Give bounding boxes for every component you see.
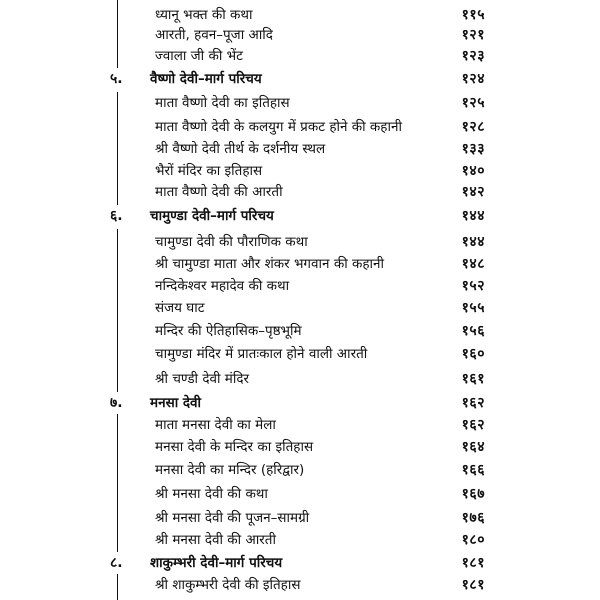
page-number: १६० <box>461 346 485 362</box>
entry-title: श्री वैष्णो देवी तीर्थ के दर्शनीय स्थल <box>155 141 326 157</box>
section-title: चामुण्डा देवी–मार्ग परिचय <box>150 208 274 224</box>
toc-entry <box>0 116 600 138</box>
page-number: १८० <box>461 532 485 548</box>
entry-title: ध्यानू भक्त की कथा <box>155 7 253 23</box>
page-number: १४० <box>461 163 485 179</box>
entry-title: श्री चण्डी देवी मंदिर <box>155 371 250 387</box>
entry-title: श्री मनसा देवी की आरती <box>155 532 276 548</box>
toc-entry <box>0 529 600 551</box>
toc-entry <box>0 275 600 297</box>
entry-title: श्री चामुण्डा माता और शंकर भगवान की कहानी <box>155 256 385 272</box>
entry-title: चामुण्डा मंदिर में प्रातःकाल होने वाली आरती <box>155 346 368 362</box>
page-number: १६६ <box>461 462 485 478</box>
entry-title: चामुण्डा देवी की पौराणिक कथा <box>155 234 308 250</box>
page-number: १५६ <box>461 323 485 339</box>
toc-entry <box>0 414 600 436</box>
page-number: १४८ <box>461 256 485 272</box>
page-number: १६२ <box>461 417 485 433</box>
page-number: १२३ <box>461 48 485 64</box>
toc-entry <box>0 507 600 529</box>
toc-entry <box>0 483 600 505</box>
section-rule <box>117 0 118 68</box>
toc-entry <box>0 574 600 596</box>
toc-section-heading <box>0 392 600 414</box>
toc-entry <box>0 181 600 203</box>
entry-title: माता वैष्णो देवी की आरती <box>155 184 283 200</box>
toc-entry <box>0 368 600 390</box>
entry-title: माता मनसा देवी का मेला <box>155 417 276 433</box>
entry-title: श्री शाकुम्भरी देवी की इतिहास <box>155 577 301 593</box>
toc-entry <box>0 160 600 182</box>
toc-entry <box>0 4 600 26</box>
page-number: १४४ <box>461 208 485 224</box>
entry-title: संजय घाट <box>155 300 205 316</box>
section-number: ५. <box>110 71 123 87</box>
entry-title: मनसा देवी के मन्दिर का इतिहास <box>155 439 314 455</box>
page-number: १६४ <box>461 439 485 455</box>
page-number: १४४ <box>461 234 485 250</box>
entry-title: श्री मनसा देवी की कथा <box>155 486 268 502</box>
entry-title: आरती, हवन–पूजा आदि <box>155 27 273 43</box>
section-title: वैष्णो देवी–मार्ग परिचय <box>150 71 262 87</box>
toc-entry <box>0 297 600 319</box>
section-rule <box>117 92 118 205</box>
section-rule <box>117 574 118 600</box>
entry-title: श्री मनसा देवी की पूजन–सामग्री <box>155 510 310 526</box>
page-number: ११५ <box>461 7 485 23</box>
toc-entry <box>0 459 600 481</box>
section-rule <box>117 414 118 552</box>
page-number: १२५ <box>461 95 485 111</box>
section-title: मनसा देवी <box>150 395 202 411</box>
section-number: ७. <box>110 395 123 411</box>
toc-entry <box>0 320 600 342</box>
entry-title: भैरों मंदिर का इतिहास <box>155 163 263 179</box>
toc-entry <box>0 92 600 114</box>
page-number: १५२ <box>461 278 485 294</box>
toc-entry <box>0 231 600 253</box>
section-number: ६. <box>110 208 123 224</box>
section-rule <box>117 229 118 392</box>
page-number: १६२ <box>461 395 485 411</box>
page-number: १६१ <box>461 371 485 387</box>
entry-title: ज्वाला जी की भेंट <box>155 48 243 64</box>
section-title: शाकुम्भरी देवी–मार्ग परिचय <box>150 555 283 571</box>
page-number: १६७ <box>461 486 485 502</box>
page-number: १३३ <box>461 141 485 157</box>
toc-entry <box>0 253 600 275</box>
page-number: १२४ <box>461 71 485 87</box>
toc-entry <box>0 138 600 160</box>
entry-title: माता वैष्णो देवी के कलयुग में प्रकट होने की कहानी <box>155 119 402 135</box>
entry-title: माता वैष्णो देवी का इतिहास <box>155 95 290 111</box>
toc-entry <box>0 343 600 365</box>
entry-title: मन्दिर की ऐतिहासिक–पृष्ठभूमि <box>155 323 302 339</box>
page-number: १८१ <box>461 577 485 593</box>
page-number: १५५ <box>461 300 485 316</box>
page-number: १२१ <box>461 27 485 43</box>
page-number: १२८ <box>461 119 485 135</box>
page-number: १८१ <box>461 555 485 571</box>
page-number: १४२ <box>461 184 485 200</box>
page-number: १७६ <box>461 510 485 526</box>
toc-entry <box>0 436 600 458</box>
toc-section-heading <box>0 68 600 90</box>
toc-entry <box>0 45 600 67</box>
toc-section-heading <box>0 205 600 227</box>
toc-entry <box>0 24 600 46</box>
toc-section-heading <box>0 552 600 574</box>
section-number: ८. <box>110 555 123 571</box>
entry-title: नन्दिकेश्वर महादेव की कथा <box>155 278 290 294</box>
entry-title: मनसा देवी का मन्दिर (हरिद्वार) <box>155 462 305 478</box>
